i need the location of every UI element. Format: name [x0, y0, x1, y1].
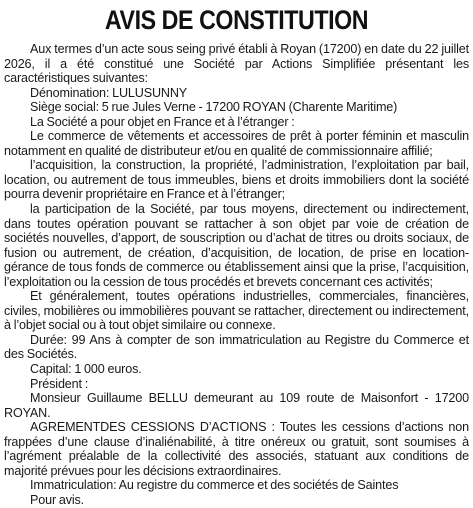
paragraph-president-name: Monsieur Guillaume BELLU demeurant au 109 route de Maisonfort - 17200 ROYAN.: [4, 391, 469, 420]
paragraph-denomination: Dénomination: LULUSUNNY: [30, 85, 188, 100]
paragraph-purpose-intro: La Société a pour objet en France et à l’étranger :: [30, 114, 295, 129]
notice-title: AVIS DE CONSTITUTION: [104, 5, 369, 35]
paragraph-closing: Pour avis.: [30, 492, 84, 507]
paragraph-capital: Capital: 1 000 euros.: [30, 362, 142, 377]
notice-body: [4, 42, 469, 508]
paragraph-president-label: Président :: [30, 376, 89, 391]
paragraph-purpose-real-estate: l’acquisition, la construction, la propriété, l’administration, l’exploitation par bail, location, ou autrement de tous immeubles, biens et droits immobiliers dont la société pourra devenir propriétaire en France et à l’étranger;: [4, 158, 469, 202]
paragraph-share-transfer: AGREMENTDES CESSIONS D’ACTIONS : Toutes les cessions d’actions non frappées d’une clause d’inaliénabilité, à titre onéreux ou gratuit, sont soumises à l’agrément préalable de la collectivité des associés, statuant aux conditions de majorité prévues pour les décisions extraordinaires.: [4, 420, 469, 478]
paragraph-purpose-clothing: Le commerce de vêtements et accessoires de prêt à porter féminin et masculin notamment en qualité de distributeur et/ou en qualité de commissionnaire affilié;: [4, 129, 469, 158]
paragraph-duration: Durée: 99 Ans à compter de son immatriculation au Registre du Commerce et des Sociétés.: [4, 332, 469, 362]
paragraph-registered-office: Siège social: 5 rue Jules Verne - 17200 ROYAN (Charente Maritime): [30, 100, 398, 115]
paragraph-purpose-participation: la participation de la Société, par tous moyens, directement ou indirectement, dans toutes opération pouvant se rattacher à son objet par voie de création de sociétés nouvelles, d’apport, de souscription ou d’achat de titres ou droits sociaux, de fusion ou autrement, de création, d’acquisition, de location, de prise en location-gérance de tous fonds de commerce ou établissement ainsi que la prise, l’acquisition, l’exploitation ou la cession de tous procédés et brevets concernant ces activités;: [4, 202, 469, 289]
paragraph-purpose-general: Et généralement, toutes opérations industrielles, commerciales, financières, civiles, mobilières ou immobilières pouvant se rattacher, directement ou indirectement, à l’objet social ou à tout objet similaire ou connexe.: [4, 289, 469, 333]
paragraph-preamble: Aux termes d’un acte sous seing privé établi à Royan (17200) en date du 22 juillet 2026, il a été constitué une Société par Actions Simplifiée présentant les caractéristiques suivantes:: [4, 42, 469, 86]
paragraph-registration: Immatriculation: Au registre du commerce et des sociétés de Saintes: [30, 478, 399, 493]
